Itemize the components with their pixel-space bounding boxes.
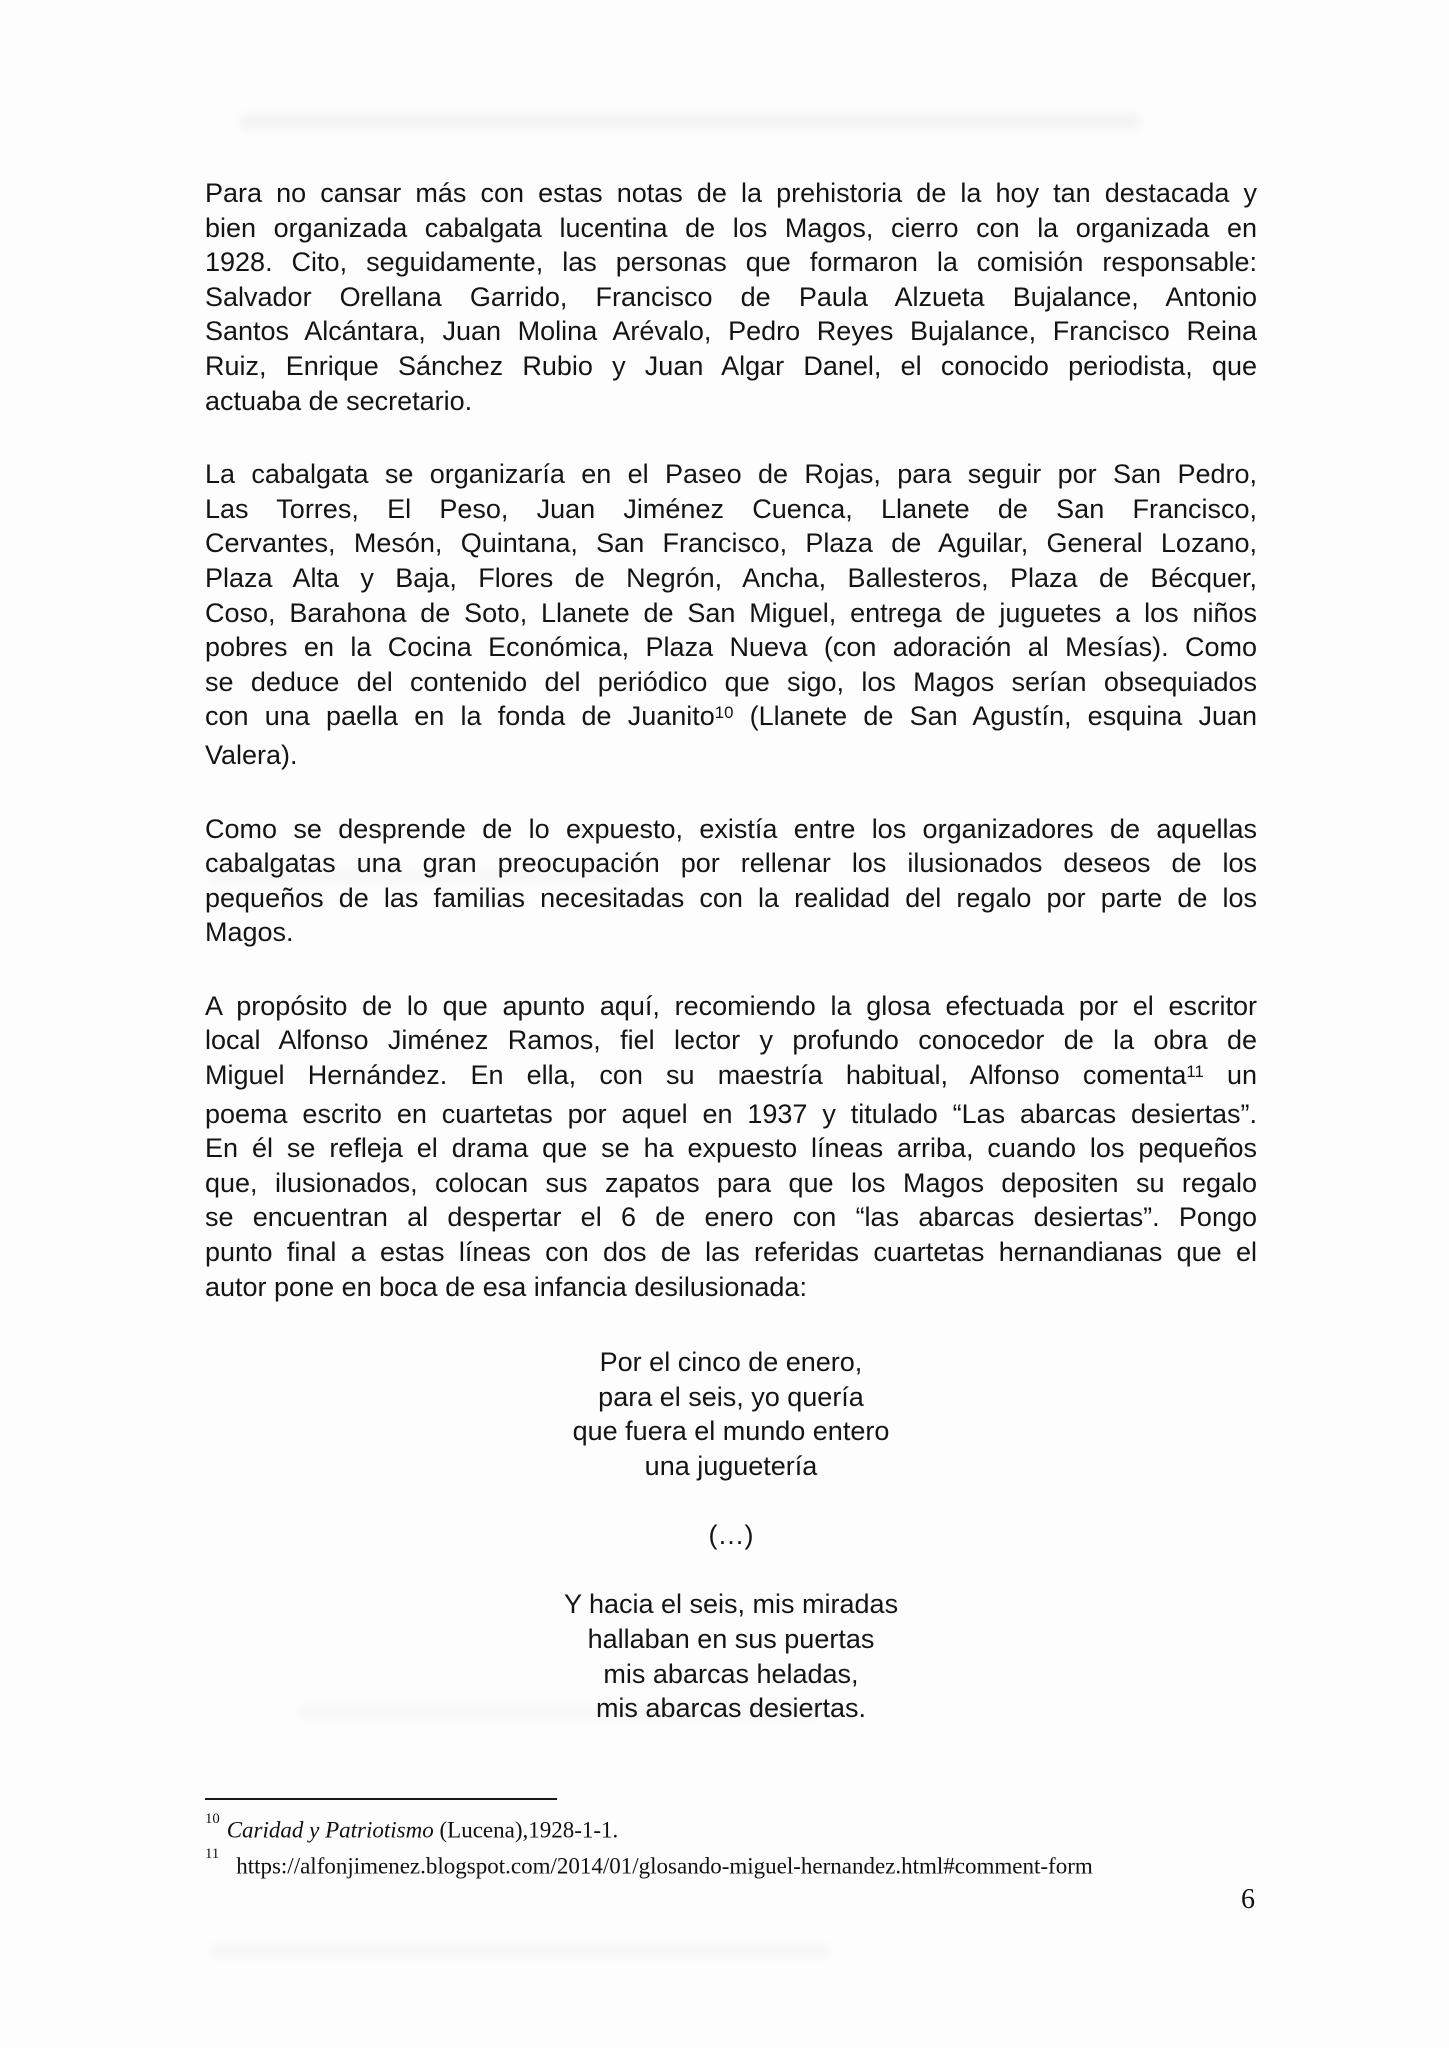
text-segment: pobres en la Cocina Económica, Plaza Nueva (con adoración al Mesías). Como <box>205 632 1257 663</box>
text-line <box>205 1235 1257 1270</box>
text-segment: Para no cansar más con estas notas de la prehistoria de la hoy tan destacada y <box>205 178 1257 208</box>
body-paragraph <box>205 176 1257 418</box>
text-line <box>205 699 1257 738</box>
text-line <box>205 280 1257 315</box>
text-line <box>205 526 1257 561</box>
poem-line: Por el cinco de enero, <box>599 1347 863 1378</box>
footnotes-section <box>205 1798 1315 1881</box>
text-segment: con una paella en la fonda de Juanito <box>205 701 715 732</box>
text-segment: poema escrito en cuartetas por aquel en 1937 y titulado “Las abarcas desiertas”. <box>205 1098 1257 1129</box>
body-paragraph <box>205 457 1257 772</box>
text-line <box>205 596 1257 631</box>
text-segment: autor pone en boca de esa infancia desilusionada: <box>205 1271 807 1302</box>
paragraphs <box>205 176 1257 1304</box>
text-segment: Miguel Hernández. En ella, con su maestría habitual, Alfonso comenta <box>205 1060 1187 1091</box>
text-segment: cabalgatas una gran preocupación por rellenar los ilusionados deseos de los <box>205 848 1257 879</box>
text-segment: se encuentran al despertar el 6 de enero con “las abarcas desiertas”. Pongo <box>205 1202 1257 1233</box>
text-line <box>205 349 1257 384</box>
footnote-marker: 11 <box>205 1846 220 1863</box>
text-line <box>205 1200 1257 1235</box>
text-segment: actuaba de secretario. <box>205 385 473 416</box>
text-segment: Coso, Barahona de Soto, Llanete de San Miguel, entrega de juguetes a los niños <box>205 597 1257 628</box>
text-line <box>205 245 1257 280</box>
text-segment: Valera). <box>205 739 298 770</box>
text-segment: bien organizada cabalgata lucentina de los Magos, cierro con la organizada en <box>205 212 1257 243</box>
text-segment: https://alfonjimenez.blogspot.com/2014/01/glosando-miguel-hernandez.html#comment-form <box>236 1853 1093 1879</box>
text-line <box>205 665 1257 700</box>
text-segment: (Llanete de San Agustín, esquina Juan <box>733 701 1257 732</box>
text-segment: local Alfonso Jiménez Ramos, fiel lector y profundo conocedor de la obra de <box>205 1025 1257 1056</box>
body-paragraph <box>205 989 1257 1304</box>
text-segment: En él se refleja el drama que se ha expuesto líneas arriba, cuando los pequeños <box>205 1133 1257 1164</box>
footnotes-list <box>205 1810 1315 1881</box>
text-line <box>205 881 1257 916</box>
text-segment: que, ilusionados, colocan sus zapatos para que los Magos depositen su regalo <box>205 1167 1257 1198</box>
footnote-separator-rule <box>205 1798 557 1800</box>
text-line <box>205 314 1257 349</box>
text-segment: Plaza Alta y Baja, Flores de Negrón, Ancha, Ballesteros, Plaza de Bécquer, <box>205 562 1257 593</box>
text-segment: La cabalgata se organizaría en el Paseo de Rojas, para seguir por San Pedro, <box>205 459 1257 490</box>
text-segment: Las Torres, El Peso, Juan Jiménez Cuenca, Llanete de San Francisco, <box>205 493 1257 524</box>
poem-line: una juguetería <box>644 1451 818 1481</box>
text-line <box>205 1058 1257 1097</box>
text-segment: pequeños de las familias necesitadas con la realidad del regalo por parte de los <box>205 882 1257 913</box>
footnote-reference: 10 <box>714 702 734 722</box>
text-line <box>205 915 1257 950</box>
text-line <box>205 989 1257 1024</box>
text-segment: Caridad y Patriotismo <box>226 1817 434 1843</box>
text-segment: Cervantes, Mesón, Quintana, San Francisco, Plaza de Aguilar, General Lozano, <box>205 528 1257 559</box>
poem-line: mis abarcas desiertas. <box>595 1693 867 1724</box>
text-segment: punto final a estas líneas con dos de las referidas cuartetas hernandianas que el <box>205 1237 1257 1268</box>
text-line <box>205 812 1257 847</box>
body-paragraph <box>205 812 1257 950</box>
scan-bleedthrough-artifact <box>210 1944 830 1958</box>
text-line <box>205 1023 1257 1058</box>
text-line <box>205 384 1257 419</box>
text-line <box>205 630 1257 665</box>
poem-stanza-1 <box>205 1345 1257 1483</box>
scan-bleedthrough-artifact <box>240 114 1140 130</box>
poem-line: que fuera el mundo entero <box>572 1416 890 1447</box>
poem-line: mis abarcas heladas, <box>603 1658 859 1689</box>
poem-line: hallaban en sus puertas <box>587 1623 875 1654</box>
text-segment: Ruiz, Enrique Sánchez Rubio y Juan Algar Danel, el conocido periodista, que <box>205 350 1257 381</box>
footnote <box>205 1846 1315 1882</box>
text-line <box>205 176 1257 211</box>
document-body <box>205 176 1257 1726</box>
text-line <box>205 1097 1257 1132</box>
text-segment: A propósito de lo que apunto aquí, recomiendo la glosa efectuada por el escritor <box>205 990 1257 1021</box>
poem-stanza-2 <box>205 1587 1257 1725</box>
text-line <box>205 561 1257 596</box>
text-segment: (Lucena),1928-1-1. <box>433 1817 619 1843</box>
text-segment: Magos. <box>205 917 294 948</box>
page-number: 6 <box>1241 1884 1255 1915</box>
poem-line: Y hacia el seis, mis miradas <box>563 1589 899 1620</box>
text-line <box>205 1131 1257 1166</box>
text-line <box>205 1270 1257 1305</box>
poem-block <box>205 1345 1257 1726</box>
text-segment: Como se desprende de lo expuesto, existía entre los organizadores de aquellas <box>205 813 1257 844</box>
text-line <box>205 492 1257 527</box>
footnote <box>205 1810 1315 1846</box>
text-segment: se deduce del contenido del periódico que sigo, los Magos serían obsequiados <box>205 666 1257 697</box>
text-segment: un <box>1203 1060 1257 1091</box>
text-line <box>205 846 1257 881</box>
text-segment: Santos Alcántara, Juan Molina Arévalo, Pedro Reyes Bujalance, Francisco Reina <box>205 316 1257 347</box>
poem-line: para el seis, yo quería <box>598 1381 864 1412</box>
text-line <box>205 738 1257 773</box>
poem-ellipsis-separator: (…) <box>708 1520 754 1551</box>
footnote-reference: 11 <box>1186 1061 1204 1081</box>
footnote-marker: 10 <box>205 1810 220 1827</box>
text-line <box>205 211 1257 246</box>
text-segment: 1928. Cito, seguidamente, las personas que formaron la comisión responsable: <box>205 247 1257 278</box>
text-line <box>205 1166 1257 1201</box>
text-segment: Salvador Orellana Garrido, Francisco de Paula Alzueta Bujalance, Antonio <box>205 281 1257 312</box>
text-line <box>205 457 1257 492</box>
